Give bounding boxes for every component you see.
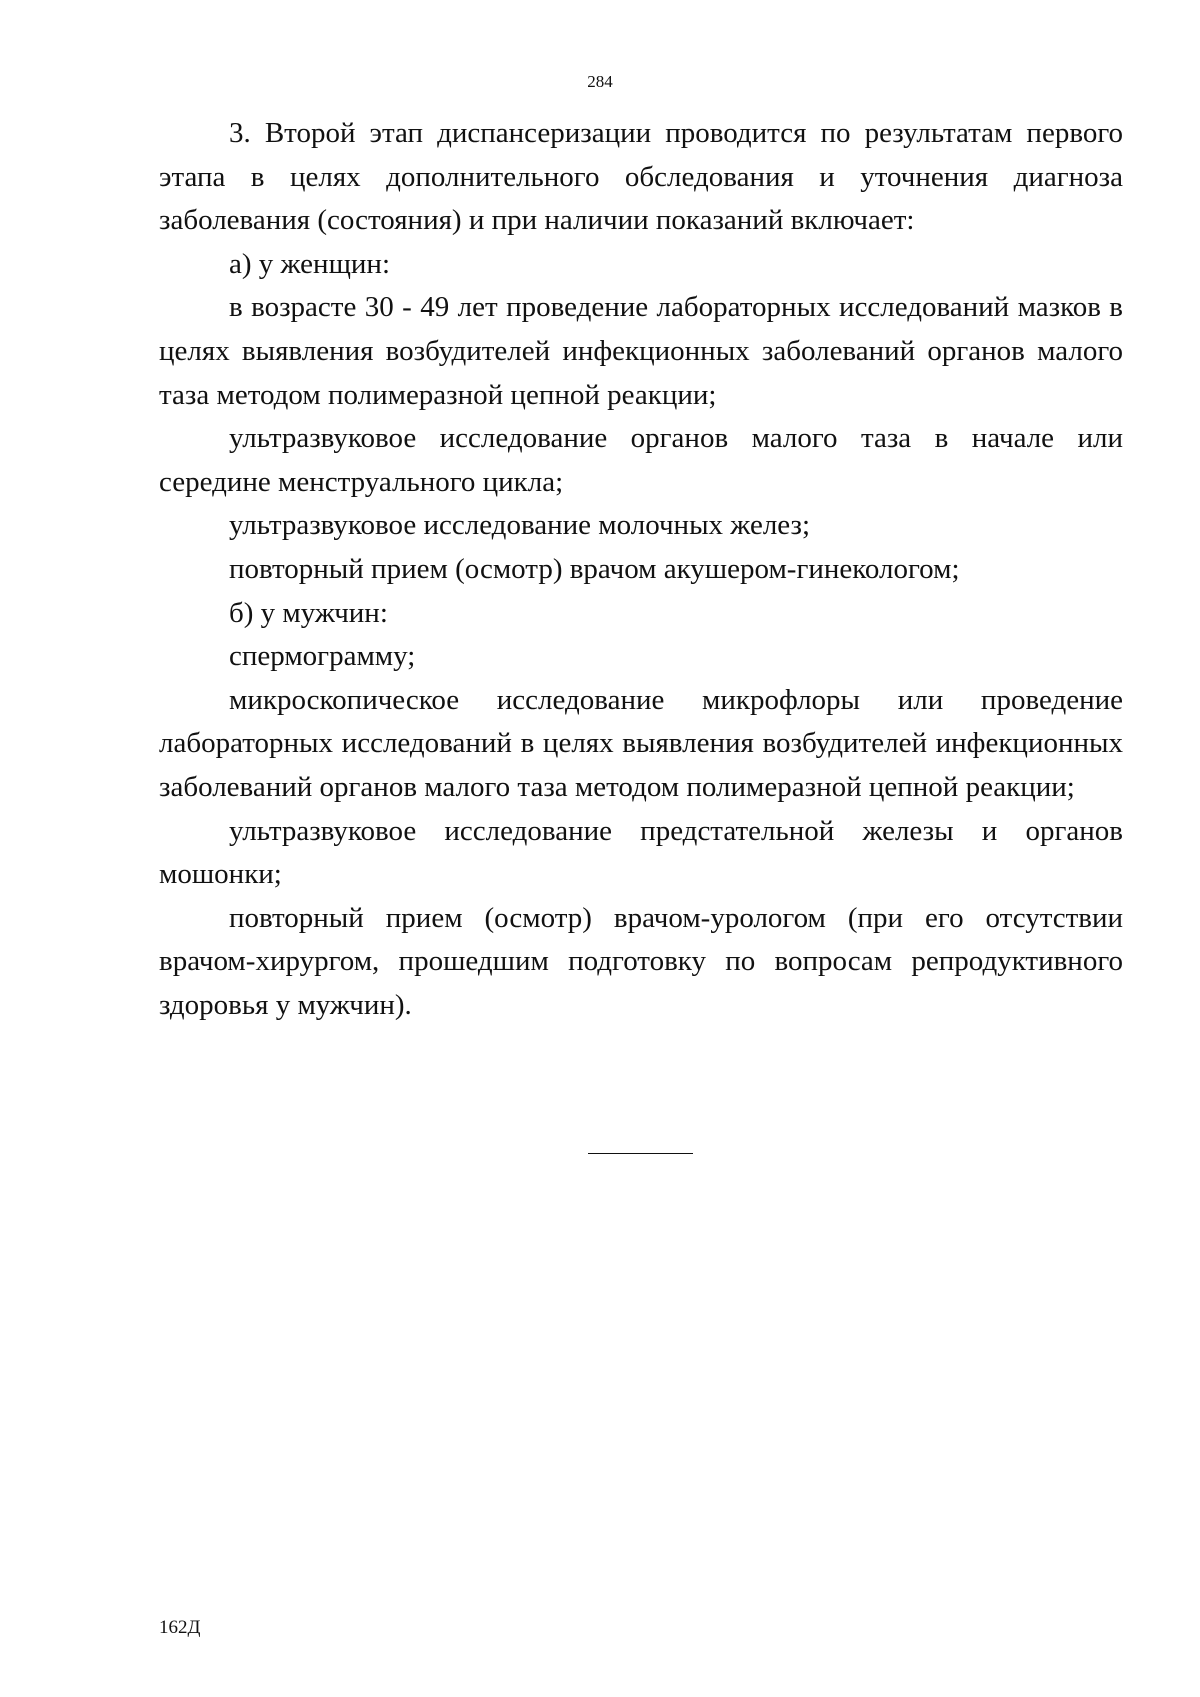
paragraph-men-microscopy-pcr: микроскопическое исследование микрофлоры или проведение лабораторных исследований в целях выявления возбудителей инфекционных заболеваний органов малого таза методом полимеразной цепной реакции; — [159, 683, 1123, 803]
paragraph-women-breast-ultrasound: ультразвуковое исследование молочных желез; — [229, 509, 811, 542]
paragraph-women-pcr-test: в возрасте 30 - 49 лет проведение лабораторных исследований мазков в целях выявления возбудителей инфекционных заболеваний органов малого таза методом полимеразной цепной реакции; — [159, 291, 1123, 411]
paragraph-men-urologist-visit: повторный прием (осмотр) врачом-урологом (при его отсутствии врачом-хирургом, прошедшим подготовку по вопросам репродуктивного здоровья у мужчин). — [159, 901, 1123, 1021]
paragraph-men-prostate-ultrasound: ультразвуковое исследование предстательной железы и органов мошонки; — [159, 814, 1123, 891]
paragraph-women-pelvic-ultrasound: ультразвуковое исследование органов малого таза в начале или середине менструального цикла; — [159, 422, 1123, 498]
footer-document-code: 162Д — [159, 1617, 201, 1638]
paragraph-men-heading: б) у мужчин: — [229, 596, 388, 629]
paragraph-men-spermogram: спермограмму; — [229, 640, 416, 673]
document-body — [159, 112, 1123, 1027]
page-number: 284 — [587, 72, 613, 91]
paragraph-women-heading: а) у женщин: — [229, 247, 391, 280]
paragraph-women-gynecologist-visit: повторный прием (осмотр) врачом акушером-гинекологом; — [229, 552, 960, 585]
end-of-document-rule — [588, 1153, 693, 1154]
paragraph-second-stage-intro: 3. Второй этап диспансеризации проводится по результатам первого этапа в целях дополнительного обследования и уточнения диагноза заболевания (состояния) и при наличии показаний включает: — [159, 117, 1123, 237]
